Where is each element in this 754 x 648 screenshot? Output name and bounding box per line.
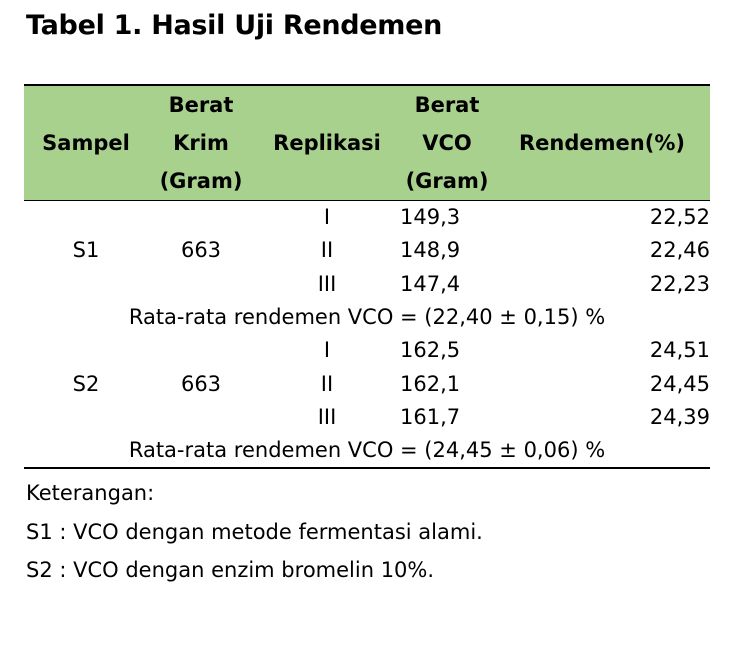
header-sampel: Sampel (24, 85, 148, 201)
average-row (24, 434, 710, 468)
header-berat-vco-line1: Berat (414, 93, 480, 117)
cell-replikasi: I (323, 338, 331, 363)
cell-rendemen: 22,52 (649, 205, 710, 230)
cell-berat-vco: 161,7 (400, 404, 461, 429)
cell-sampel: S2 (72, 371, 100, 396)
table-header-row (24, 85, 710, 201)
table-row (24, 334, 710, 367)
notes-heading: Keterangan: (26, 481, 155, 505)
cell-berat-krim: 663 (180, 371, 222, 396)
rendemen-table (24, 84, 710, 469)
cell-rendemen: 22,46 (649, 238, 710, 263)
average-s2: Rata-rata rendemen VCO = (24,45 ± 0,06) % (24, 434, 710, 468)
note-item-s2: S2 : VCO dengan enzim bromelin 10%. (26, 558, 435, 582)
header-berat-krim (148, 85, 254, 201)
cell-rendemen: 22,23 (649, 271, 710, 296)
cell-berat-vco: 149,3 (400, 205, 461, 230)
cell-rendemen: 24,45 (649, 371, 710, 396)
note-item-s1: S1 : VCO dengan metode fermentasi alami. (26, 519, 483, 544)
header-replikasi: Replikasi (254, 85, 400, 201)
cell-replikasi: I (323, 205, 331, 230)
cell-replikasi: III (317, 271, 337, 296)
cell-replikasi: II (320, 371, 334, 396)
cell-berat-vco: 147,4 (400, 271, 461, 296)
header-rendemen: Rendemen(%) (494, 85, 710, 201)
table-row (24, 201, 710, 235)
cell-berat-vco: 148,9 (400, 238, 461, 263)
table-title: Tabel 1. Hasil Uji Rendemen (26, 10, 443, 41)
header-berat-krim-line3: (Gram) (159, 169, 243, 193)
cell-replikasi: III (317, 404, 337, 429)
cell-rendemen: 24,39 (649, 404, 710, 429)
header-berat-krim-line2: Krim (173, 131, 229, 155)
cell-rendemen: 24,51 (649, 338, 710, 363)
header-berat-krim-line1: Berat (168, 93, 234, 117)
cell-sampel: S1 (72, 238, 100, 263)
header-berat-vco-line3: (Gram) (405, 169, 489, 193)
cell-berat-vco: 162,1 (400, 371, 461, 396)
cell-berat-vco: 162,5 (400, 338, 461, 363)
average-s1: Rata-rata rendemen VCO = (22,40 ± 0,15) % (128, 305, 606, 330)
notes (26, 478, 483, 594)
average-row (24, 301, 710, 334)
header-berat-vco (400, 85, 494, 201)
header-berat-vco-line2: VCO (422, 131, 472, 155)
cell-berat-krim: 663 (180, 238, 222, 263)
cell-replikasi: II (320, 238, 334, 263)
